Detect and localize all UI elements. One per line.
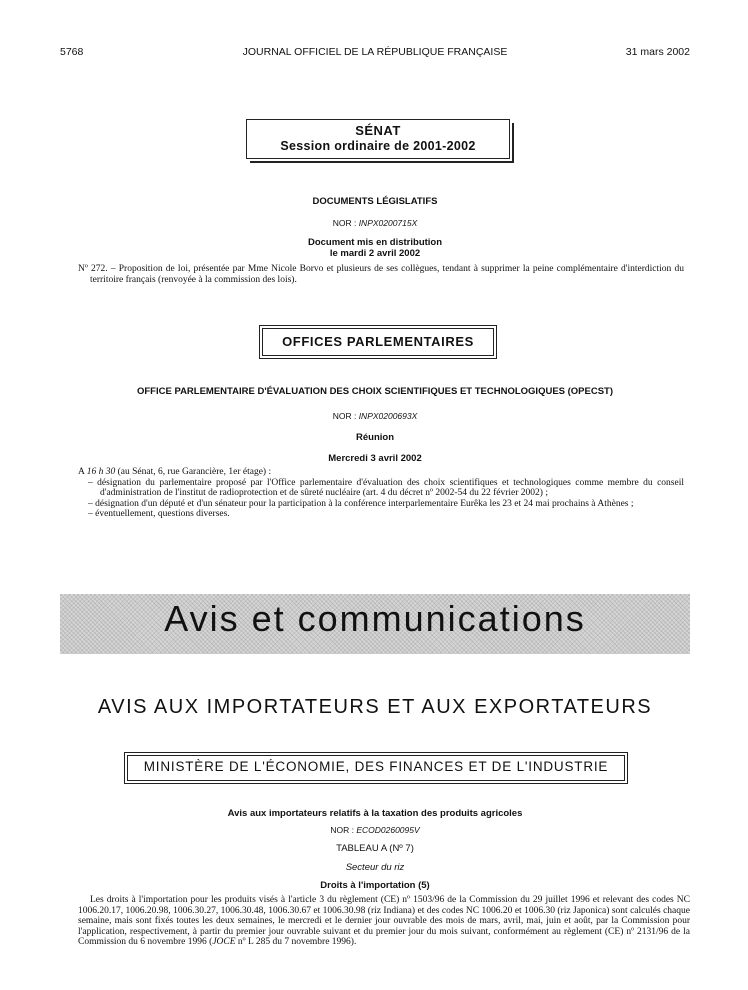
senat-session: Session ordinaire de 2001-2002 — [280, 139, 476, 153]
offices-title: OFFICES PARLEMENTAIRES — [282, 334, 474, 349]
documents-legislatifs-heading: DOCUMENTS LÉGISLATIFS — [312, 196, 438, 207]
droits-text-part2: nº L 285 du 7 novembre 1996). — [235, 937, 357, 948]
avis-title: AVIS AUX IMPORTATEURS ET AUX EXPORTATEURS — [97, 696, 653, 718]
tableau-heading: TABLEAU A (Nº 7) — [336, 843, 414, 854]
senat-nor — [60, 218, 690, 228]
nor-label: NOR : — [332, 218, 359, 228]
proposition-text: Nº 272. – Proposition de loi, présentée par Mme Nicole Borvo et plusieurs de ses collègues, tendant à supprimer la peine complémentaire d'interdiction du territoire français (renvoyée à la commission des lois). — [78, 264, 684, 285]
nor-label: NOR : — [330, 825, 357, 835]
agenda-item: – éventuellement, questions diverses. — [88, 509, 230, 519]
distribution-line-2: le mardi 2 avril 2002 — [329, 248, 421, 259]
ministry-name: MINISTÈRE DE L'ÉCONOMIE, DES FINANCES ET DE L'INDUSTRIE — [143, 759, 609, 774]
droits-text-part1: Les droits à l'importation pour les produits visés à l'article 3 du règlement (CE) nº 1503/96 de la Commission du 29 juillet 1996 et relevant des codes NC 1006.20.17, 1006.20.98, 1006.30.27, 1006.30.48, 1006.30.67 et 1006.30.98 (riz Indiana) et des codes NC 1006.20 et 1006.30 (riz Japonica) sont calculés chaque semaine, mais sont fixés toutes les deux semaines, le mercredi et le dernier jour ouvrable des mois de mars, avril, mai, juin et août, par la Commission pour l'application, respectivement, à partir du premier jour ouvrable suivant et du premier jour du mois suivant, conformément au règlement (CE) nº 2131/96 de la Commission du 6 novembre 1996 ( — [78, 895, 690, 948]
offices-box — [262, 328, 494, 356]
joce-reference: JOCE — [212, 937, 236, 948]
notice-title: Avis aux importateurs relatifs à la taxation des produits agricoles — [227, 808, 523, 819]
reunion-heading: Réunion — [356, 432, 394, 443]
intro-prefix: A — [78, 467, 87, 477]
offices-nor — [60, 411, 690, 421]
reunion-agenda — [78, 467, 684, 520]
page-header — [60, 46, 690, 60]
journal-title: JOURNAL OFFICIEL DE LA RÉPUBLIQUE FRANÇAISE — [242, 46, 508, 58]
publication-date: 31 mars 2002 — [625, 46, 690, 58]
banner-title: Avis et communications — [164, 598, 586, 639]
droits-paragraph — [78, 895, 690, 948]
agenda-intro — [78, 467, 684, 478]
agenda-item: – désignation du parlementaire proposé par l'Office parlementaire d'évaluation des choix scientifiques et technologiques comme membre du conseil d'administration de l'institut de radioprotection et de sûreté nucléaire (art. 4 du décret nº 2002-54 du 22 février 2002) ; — [88, 477, 684, 498]
distribution-line-1: Document mis en distribution — [307, 237, 443, 248]
droits-heading: Droits à l'importation (5) — [320, 880, 430, 891]
nor-code: ECOD0260095V — [356, 825, 420, 835]
senat-title: SÉNAT — [355, 123, 401, 138]
avis-banner — [60, 594, 690, 654]
intro-time: 16 h 30 — [86, 467, 116, 477]
nor-label: NOR : — [332, 411, 359, 421]
proposition-paragraph — [78, 264, 684, 285]
office-name: OFFICE PARLEMENTAIRE D'ÉVALUATION DES CHOIX SCIENTIFIQUES ET TECHNOLOGIQUES (OPECST) — [136, 386, 614, 397]
reunion-date: Mercredi 3 avril 2002 — [328, 453, 422, 464]
distribution-notice — [60, 237, 690, 259]
nor-code: INPX0200715X — [358, 218, 418, 228]
avis-nor — [60, 825, 690, 835]
page-number: 5768 — [60, 46, 84, 58]
secteur-heading: Secteur du riz — [345, 862, 405, 873]
senat-box — [246, 119, 510, 159]
ministry-box — [127, 755, 625, 781]
agenda-item: – désignation d'un député et d'un sénateur pour la participation à la conférence interparlementaire Eurêka les 23 et 24 mai prochains à Athènes ; — [88, 498, 634, 509]
intro-suffix: (au Sénat, 6, rue Garancière, 1er étage) : — [115, 467, 272, 477]
nor-code: INPX0200693X — [358, 411, 418, 421]
